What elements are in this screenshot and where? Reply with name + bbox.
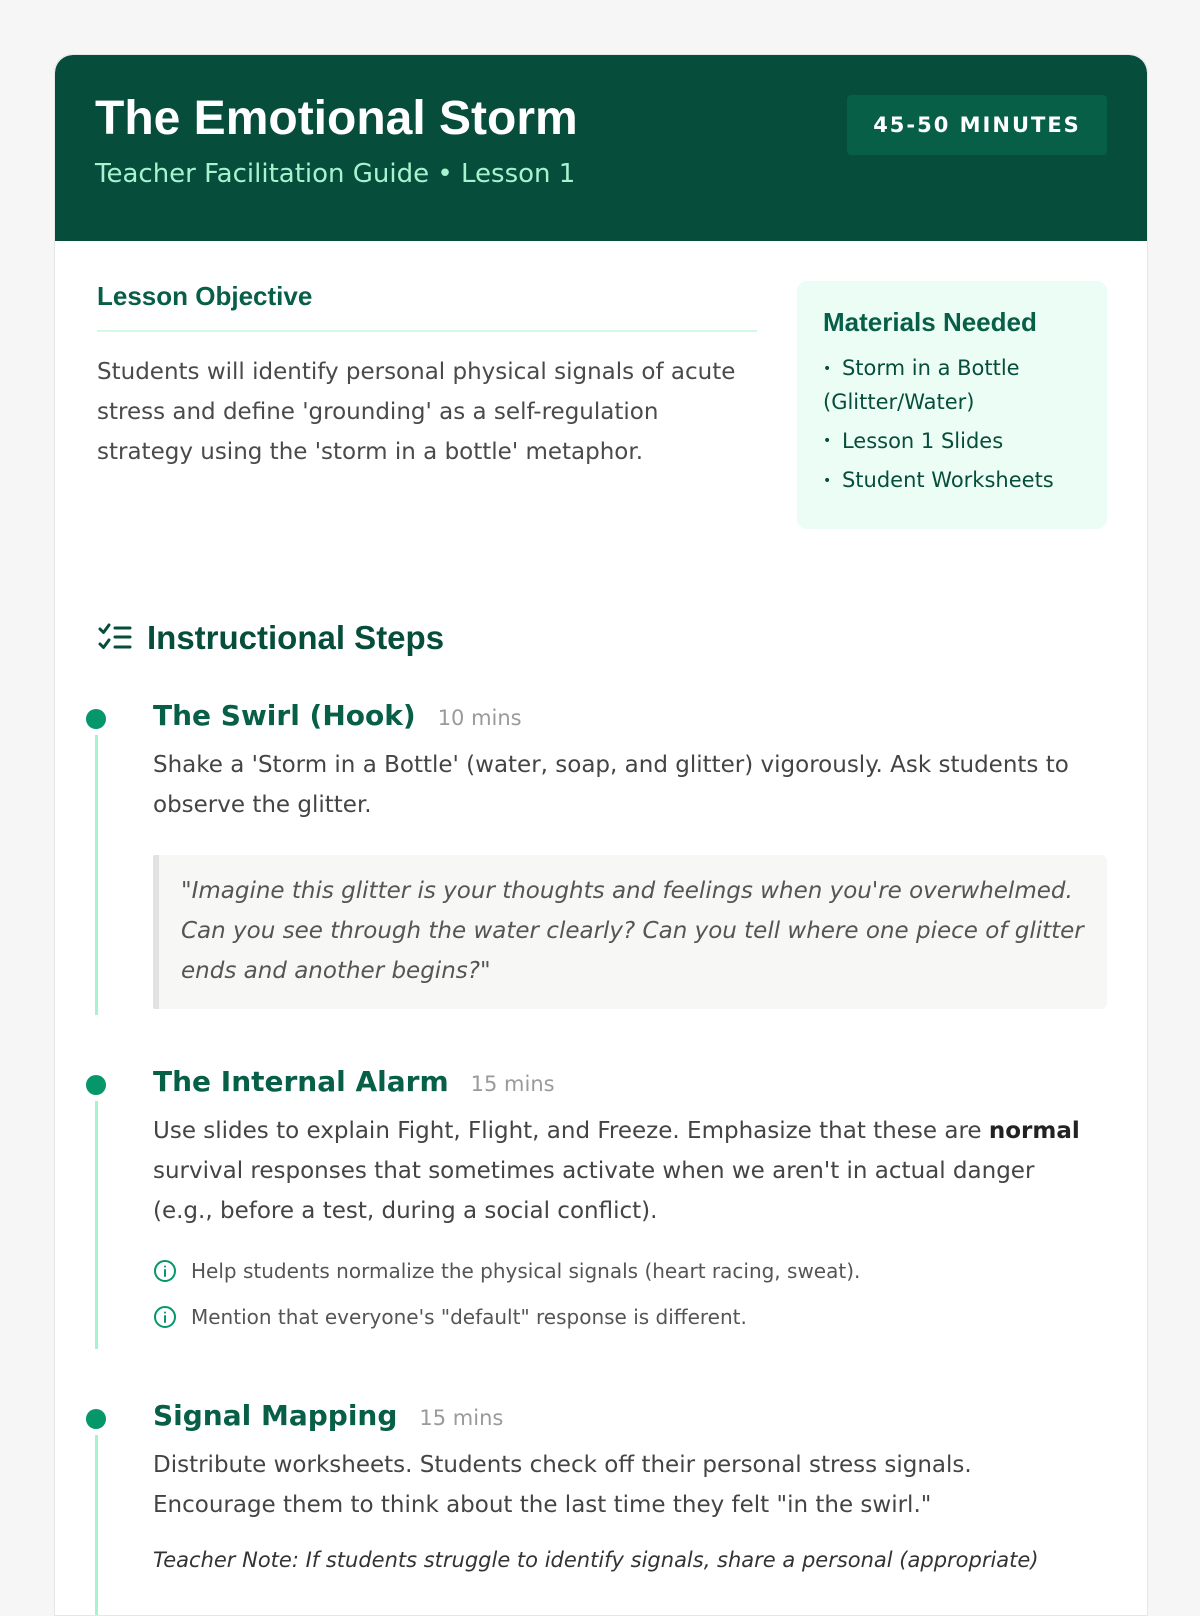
objective-section xyxy=(97,281,757,472)
step-header xyxy=(153,699,522,732)
info-circle-icon xyxy=(153,1259,177,1283)
step-title: The Internal Alarm xyxy=(153,1065,449,1098)
materials-list xyxy=(823,352,1107,498)
timeline-line xyxy=(95,1101,98,1349)
bullet-icon: • xyxy=(823,472,832,489)
objective-heading: Lesson Objective xyxy=(97,281,757,332)
steps-heading-text: Instructional Steps xyxy=(147,619,445,656)
script-quote: "Imagine this glitter is your thoughts and feelings when you're overwhelmed. Can you see through the water clearly? Can you tell where one piece of glitter ends and another begins?" xyxy=(153,855,1107,1009)
lesson-subtitle: Teacher Facilitation Guide • Lesson 1 xyxy=(95,159,576,189)
tip-text: Mention that everyone's "default" response is different. xyxy=(191,1305,747,1329)
step-header xyxy=(153,1399,503,1432)
tip-item xyxy=(153,1259,860,1283)
lesson-card xyxy=(54,54,1148,1616)
bullet-icon: • xyxy=(823,433,832,449)
lesson-header xyxy=(55,55,1147,241)
step-header xyxy=(153,1065,555,1098)
timeline-dot xyxy=(86,1409,106,1429)
bullet-icon: • xyxy=(823,360,832,377)
step-text: survival responses that sometimes activate when we aren't in actual danger (e.g., before a test, during a social conflict). xyxy=(153,1158,1035,1224)
list-item xyxy=(823,425,1107,459)
step-title: The Swirl (Hook) xyxy=(153,699,416,732)
step-description: Distribute worksheets. Students check off their personal stress signals. Encourage them to think about the last time they felt "in the swirl." xyxy=(153,1452,972,1518)
timeline-dot xyxy=(86,1075,106,1095)
materials-box xyxy=(797,281,1107,529)
step-description: Shake a 'Storm in a Bottle' (water, soap, and glitter) vigorously. Ask students to observe the glitter. xyxy=(153,752,1069,818)
timeline-dot xyxy=(86,709,106,729)
step-duration: 15 mins xyxy=(419,1406,504,1430)
tip-item xyxy=(153,1305,747,1329)
timeline-line xyxy=(95,1435,98,1616)
material-label: Student Worksheets xyxy=(841,468,1054,492)
tip-text: Help students normalize the physical signals (heart racing, sweat). xyxy=(191,1259,861,1283)
emphasis-text: normal xyxy=(988,1118,1080,1144)
step-title: Signal Mapping xyxy=(153,1399,398,1432)
info-circle-icon xyxy=(153,1305,177,1329)
list-item xyxy=(823,464,1107,498)
duration-badge: 45-50 MINUTES xyxy=(847,95,1107,155)
materials-heading: Materials Needed xyxy=(823,307,1037,337)
checklist-icon xyxy=(97,620,133,656)
material-label: Storm in a Bottle (Glitter/Water) xyxy=(823,356,1020,414)
list-item xyxy=(823,352,1107,419)
lesson-title: The Emotional Storm xyxy=(95,92,578,145)
objective-text: Students will identify personal physical signals of acute stress and define 'grounding' as a self-regulation strategy using the 'storm in a bottle' metaphor. xyxy=(97,359,736,465)
step-description xyxy=(153,1111,1099,1231)
teacher-note: Teacher Note: If students struggle to identify signals, share a personal (appropriate) xyxy=(153,1548,1039,1572)
step-duration: 15 mins xyxy=(470,1072,555,1096)
steps-heading xyxy=(97,619,444,657)
step-duration: 10 mins xyxy=(437,706,522,730)
timeline-line xyxy=(95,735,98,1015)
step-text: Use slides to explain Fight, Flight, and Freeze. Emphasize that these are xyxy=(153,1118,989,1144)
material-label: Lesson 1 Slides xyxy=(841,428,1004,453)
